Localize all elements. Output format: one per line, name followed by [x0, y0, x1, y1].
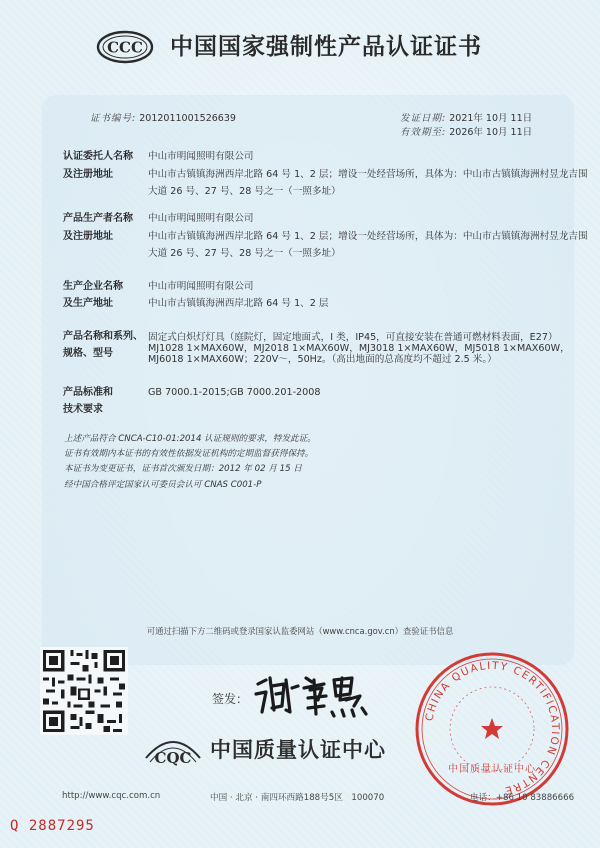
seal-text-english: CHINA QUALITY CERTIFICATION CENTRE	[423, 659, 562, 797]
organization-name: 中国质量认证中心	[210, 738, 386, 762]
applicant-name: 中山市明闻照明有限公司	[148, 151, 254, 162]
ccc-logo-text: CCC	[107, 38, 143, 57]
cert-number-label: 证书编号:	[90, 113, 137, 124]
producer-label-2: 及注册地址	[63, 231, 113, 242]
footer-telephone: 电话：+86 10 83886666	[470, 793, 575, 803]
seal-text-chinese: 中国质量认证中心	[448, 764, 536, 775]
standard-label-1: 产品标准和	[63, 387, 113, 398]
certificate-serial-number: Q 2887295	[10, 818, 95, 834]
expiry-date-label: 有效期至:	[400, 127, 447, 138]
qr-code-icon[interactable]	[40, 647, 128, 735]
certificate-title: 中国国家强制性产品认证证书	[170, 34, 482, 60]
note-line-3: 本证书为变更证书，证书首次颁发日期：2012 年 02 月 15 日	[64, 464, 302, 474]
producer-address-line-2: 大道 26 号、27 号、28 号之一（一照多址）	[148, 248, 341, 259]
standard-label-2: 技术要求	[63, 404, 103, 415]
product-line-1: 固定式白炽灯灯具（庭院灯，固定地面式，I 类，IP45，可直接安装在普通可燃材料表面，E27）	[148, 332, 558, 343]
issue-date-label: 发证日期:	[400, 113, 447, 124]
producer-name: 中山市明闻照明有限公司	[148, 213, 254, 224]
producer-label-1: 产品生产者名称	[63, 213, 133, 224]
cqc-logo-icon	[142, 730, 204, 770]
applicant-label-2: 及注册地址	[63, 169, 113, 180]
factory-label-1: 生产企业名称	[63, 281, 123, 292]
applicant-label-1: 认证委托人名称	[63, 151, 133, 162]
footer-address: 中国 · 北京 · 南四环西路188号5区 100070	[210, 793, 385, 803]
ccc-logo-icon	[96, 30, 154, 64]
issue-date	[400, 110, 532, 124]
applicant-address-line-1: 中山市古镇镇海洲西岸北路 64 号 1、2 层；增设一处经营场所，具体为：中山市古镇镇海洲村昱龙吉围	[148, 169, 588, 180]
expiry-date	[400, 124, 532, 138]
cqc-logo-text: CQC	[154, 749, 192, 767]
factory-label-2: 及生产地址	[63, 298, 113, 309]
product-label-2: 规格、型号	[63, 348, 113, 359]
product-line-2: MJ1028 1×MAX60W，MJ2018 1×MAX60W，MJ3018 1×MAX60W，MJ5018 1×MAX60W，	[148, 343, 570, 354]
producer-address-line-1: 中山市古镇镇海洲西岸北路 64 号 1、2 层；增设一处经营场所，具体为：中山市古镇镇海洲村昱龙吉围	[148, 231, 588, 242]
factory-name: 中山市明闻照明有限公司	[148, 281, 254, 292]
footer-website[interactable]: http://www.cqc.com.cn	[62, 791, 161, 801]
note-line-2: 证书有效期内本证书的有效性依据发证机构的定期监督获得保持。	[64, 449, 314, 459]
note-line-4: 经中国合格评定国家认可委员会认可 CNAS C001-P	[64, 480, 262, 490]
issue-date-value: 2021年 10月 11日	[449, 113, 533, 124]
cert-number-value: 2012011001526639	[139, 113, 236, 124]
applicant-address-line-2: 大道 26 号、27 号、28 号之一（一照多址）	[148, 186, 341, 197]
signature-image	[250, 666, 380, 722]
cert-number	[90, 110, 236, 124]
issuer-sign-label: 签发：	[212, 692, 249, 706]
verification-note: 可通过扫描下方二维码或登录国家认监委网站（www.cnca.gov.cn）查验证书信息	[146, 626, 454, 636]
product-line-3: MJ6018 1×MAX60W；220V～，50Hz。（高出地面的总高度均不超过 2.5 米。）	[148, 354, 497, 365]
standard-value: GB 7000.1-2015;GB 7000.201-2008	[148, 387, 321, 398]
note-line-1: 上述产品符合 CNCA-C10-01:2014 认证规则的要求，特发此证。	[64, 434, 316, 444]
official-seal-image	[413, 650, 571, 808]
expiry-date-value: 2026年 10月 11日	[449, 127, 533, 138]
factory-address: 中山市古镇镇海洲西岸北路 64 号 1、2 层	[148, 298, 329, 309]
product-label-1: 产品名称和系列、	[63, 331, 143, 342]
